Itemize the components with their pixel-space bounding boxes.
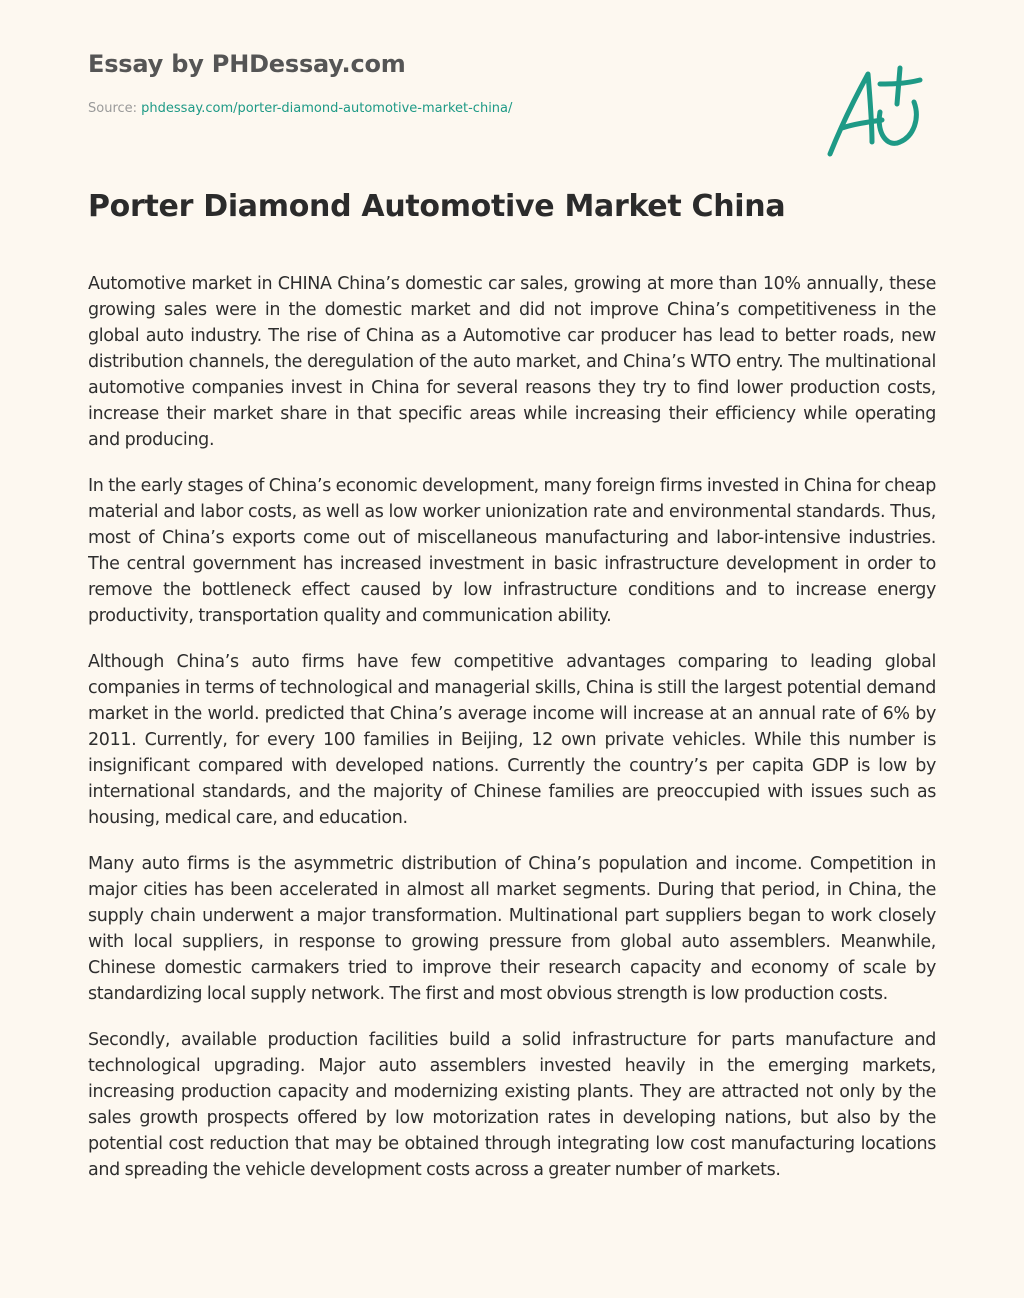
a-plus-grade-icon	[820, 62, 930, 162]
paragraph: Secondly, available production facilities build a solid infrastructure for parts manufacture and technological upgrading. Major auto assemblers invested heavily in the emerging markets, increasing production capacity and modernizing existing plants. They are attracted not only by the sales growth prospects offered by low motorization rates in developing nations, but also by the potential cost reduction that may be obtained through integrating low cost manufacturing locations and spreading the vehicle development costs across a greater number of markets.	[88, 1030, 936, 1180]
paragraph: In the early stages of China’s economic development, many foreign firms invested in China for cheap material and labor costs, as well as low worker unionization rate and environmental standards. Thus, most of China’s exports come out of miscellaneous manufacturing and labor-intensive industries. The central government has increased investment in basic infrastructure development in order to remove the bottleneck effect caused by low infrastructure conditions and to increase energy productivity, transportation quality and communication ability.	[88, 476, 936, 626]
brand-title: Essay by PHDessay.com	[88, 50, 406, 78]
paragraph: Although China’s auto firms have few competitive advantages comparing to leading global companies in terms of technological and managerial skills, China is still the largest potential demand market in the world. predicted that China’s average income will increase at an annual rate of 6% by 2011. Currently, for every 100 families in Beijing, 12 own private vehicles. While this number is insignificant compared with developed nations. Currently the country’s per capita GDP is low by international standards, and the majority of Chinese families are preoccupied with issues such as housing, medical care, and education.	[88, 652, 936, 828]
source-line	[88, 101, 512, 116]
source-label: Source:	[88, 101, 138, 116]
essay-body	[88, 271, 936, 1249]
paragraph: Automotive market in CHINA China’s domestic car sales, growing at more than 10% annually, these growing sales were in the domestic market and did not improve China’s competitiveness in the global auto industry. The rise of China as a Automotive car producer has lead to better roads, new distribution channels, the deregulation of the auto market, and China’s WTO entry. The multinational automotive companies invest in China for several reasons they try to find lower production costs, increase their market share in that specific areas while increasing their efficiency while operating and producing.	[88, 274, 936, 450]
paragraph: Many auto firms is the asymmetric distribution of China’s population and income. Competition in major cities has been accelerated in almost all market segments. During that period, in China, the supply chain underwent a major transformation. Multinational part suppliers began to work closely with local suppliers, in response to growing pressure from global auto assemblers. Meanwhile, Chinese domestic carmakers tried to improve their research capacity and economy of scale by standardizing local supply network. The first and most obvious strength is low production costs.	[88, 854, 936, 1004]
source-link[interactable]: phdessay.com/porter-diamond-automotive-market-china/	[141, 101, 513, 116]
essay-title: Porter Diamond Automotive Market China	[88, 189, 786, 224]
